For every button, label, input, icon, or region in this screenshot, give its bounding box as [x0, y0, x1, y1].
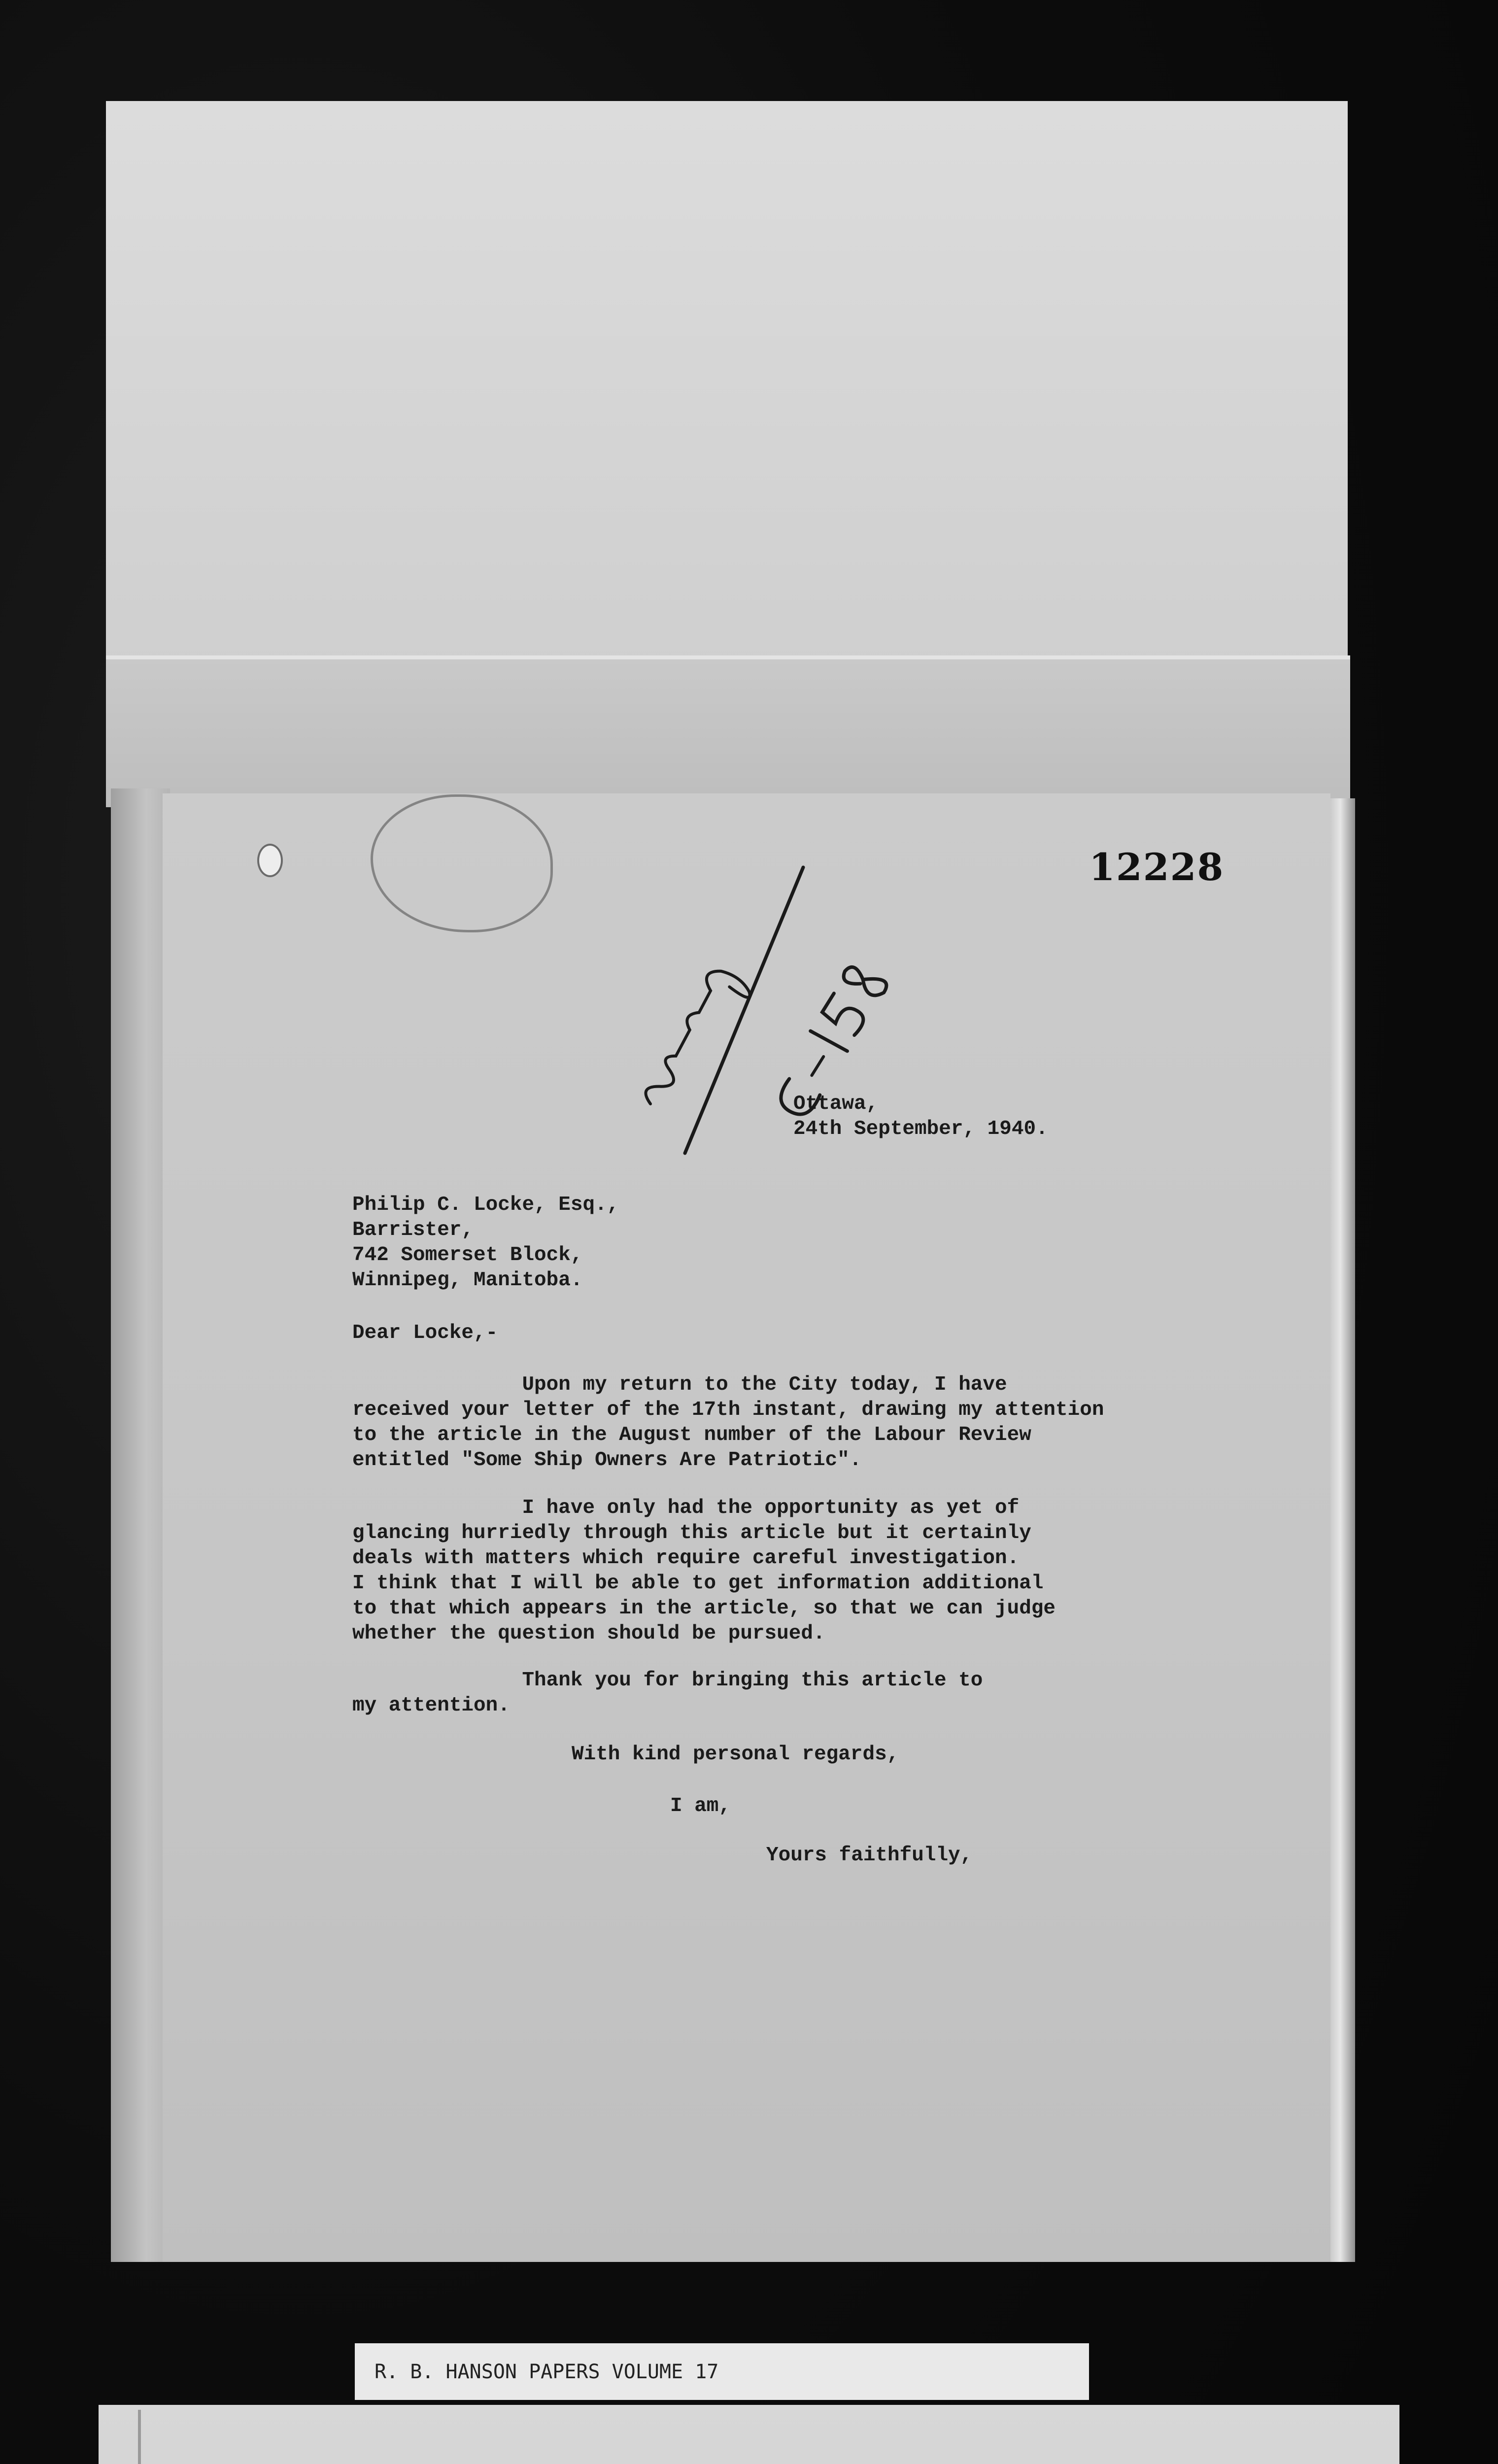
archive-card — [99, 2405, 1399, 2464]
text-line: to that which appears in the article, so that we can judge — [352, 1597, 1056, 1620]
dateline-place: Ottawa, — [793, 1093, 879, 1115]
body-paragraph-2 — [352, 1496, 1055, 1646]
addressee-line: Philip C. Locke, Esq., — [352, 1194, 619, 1216]
text-line: glancing hurriedly through this article but it certainly — [352, 1522, 1031, 1544]
text-line: I have only had the opportunity as yet of — [352, 1497, 1020, 1519]
closing-i-am: I am, — [670, 1795, 731, 1817]
text-line: entitled "Some Ship Owners Are Patriotic". — [352, 1449, 862, 1472]
closing-signoff: Yours faithfully, — [766, 1844, 973, 1867]
archive-card-border — [138, 2410, 1380, 2464]
addressee-line: Barrister, — [352, 1219, 474, 1241]
body-paragraph-3 — [352, 1668, 983, 1718]
folder-second-sheet — [106, 655, 1350, 807]
addressee-line: Winnipeg, Manitoba. — [352, 1269, 583, 1292]
addressee-line: 742 Somerset Block, — [352, 1244, 583, 1266]
addressee-block — [352, 1193, 619, 1293]
text-line: to the article in the August number of the Labour Review — [352, 1424, 1031, 1446]
closing-regards: With kind personal regards, — [572, 1743, 899, 1766]
text-line: I think that I will be able to get information additional — [352, 1572, 1044, 1595]
text-line: received your letter of the 17th instant, drawing my attention — [352, 1399, 1104, 1421]
document-number: 12228 — [1089, 845, 1225, 889]
dateline-date: 24th September, 1940. — [793, 1118, 1048, 1140]
punch-hole-icon — [257, 844, 283, 877]
volume-label-text: R. B. HANSON PAPERS VOLUME 17 — [374, 2360, 719, 2383]
volume-label — [355, 2343, 1089, 2400]
folder-top-sheet — [106, 101, 1348, 671]
body-paragraph-1 — [352, 1372, 1104, 1473]
text-line: deals with matters which require careful investigation. — [352, 1547, 1020, 1570]
stack-left-edge — [111, 788, 170, 2262]
dateline — [793, 1092, 1048, 1142]
salutation: Dear Locke,- — [352, 1322, 498, 1344]
text-line: Upon my return to the City today, I have — [352, 1373, 1007, 1396]
text-line: Thank you for bringing this article to — [352, 1669, 983, 1692]
text-line: my attention. — [352, 1694, 510, 1717]
text-line: whether the question should be pursued. — [352, 1622, 825, 1645]
